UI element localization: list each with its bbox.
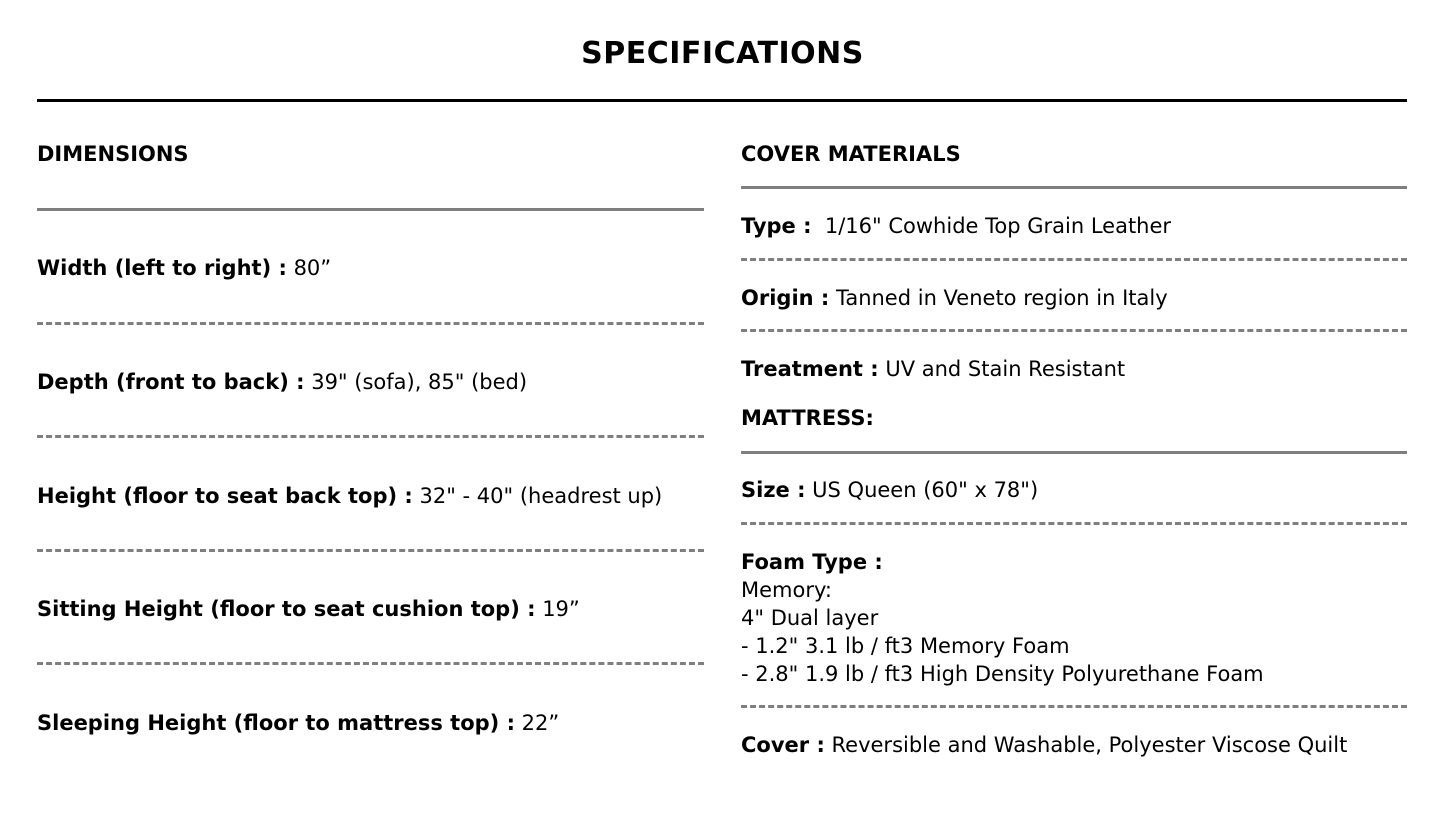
spec-label: Treatment :	[741, 357, 879, 381]
spec-value: Tanned in Veneto region in Italy	[829, 286, 1168, 310]
spec-origin	[741, 284, 1168, 312]
spec-foam-type	[741, 548, 1264, 688]
foam-line: - 2.8" 1.9 lb / ft3 High Density Polyurethane Foam	[741, 662, 1264, 686]
spec-label: Type :	[741, 214, 812, 238]
foam-line: - 1.2" 3.1 lb / ft3 Memory Foam	[741, 634, 1070, 658]
row-divider	[741, 329, 1407, 332]
spec-label: Origin :	[741, 286, 830, 310]
row-divider	[37, 662, 704, 665]
cover-materials-divider	[741, 186, 1407, 189]
spec-value: 32" - 40" (headrest up)	[412, 484, 663, 508]
mattress-divider	[741, 451, 1407, 454]
spec-label: Height (floor to seat back top) :	[37, 484, 413, 508]
spec-sleeping-height	[37, 709, 559, 737]
row-divider	[37, 322, 704, 325]
spec-label: Cover :	[741, 733, 825, 757]
dimensions-heading: DIMENSIONS	[37, 142, 189, 166]
spec-treatment	[741, 355, 1125, 383]
spec-sitting-height	[37, 595, 580, 623]
spec-value: 22”	[515, 711, 560, 735]
spec-depth	[37, 368, 527, 396]
title-divider	[37, 99, 1407, 102]
spec-value: 39" (sofa), 85" (bed)	[304, 370, 528, 394]
row-divider	[741, 705, 1407, 708]
spec-value: 80”	[286, 256, 332, 280]
spec-label: Sitting Height (floor to seat cushion top) :	[37, 597, 536, 621]
spec-value: Reversible and Washable, Polyester Viscose Quilt	[824, 733, 1348, 757]
spec-label: Sleeping Height (floor to mattress top) :	[37, 711, 515, 735]
spec-value: 1/16" Cowhide Top Grain Leather	[811, 214, 1172, 238]
spec-label: Size :	[741, 478, 806, 502]
spec-value: US Queen (60" x 78")	[805, 478, 1039, 502]
mattress-heading: MATTRESS:	[741, 406, 874, 430]
spec-label: Width (left to right) :	[37, 256, 287, 280]
spec-height	[37, 482, 662, 510]
spec-size	[741, 476, 1038, 504]
foam-line: 4" Dual layer	[741, 606, 879, 630]
row-divider	[741, 522, 1407, 525]
spec-value: 19”	[535, 597, 580, 621]
row-divider	[37, 435, 704, 438]
row-divider	[741, 258, 1407, 261]
spec-value: UV and Stain Resistant	[878, 357, 1126, 381]
spec-cover	[741, 731, 1347, 759]
row-divider	[37, 549, 704, 552]
spec-label: Foam Type :	[741, 550, 883, 574]
spec-label: Depth (front to back) :	[37, 370, 305, 394]
cover-materials-heading: COVER MATERIALS	[741, 142, 961, 166]
dimensions-divider	[37, 208, 704, 211]
spec-width	[37, 254, 331, 282]
foam-line: Memory:	[741, 578, 832, 602]
spec-type	[741, 212, 1171, 240]
page-title: SPECIFICATIONS	[581, 36, 864, 71]
